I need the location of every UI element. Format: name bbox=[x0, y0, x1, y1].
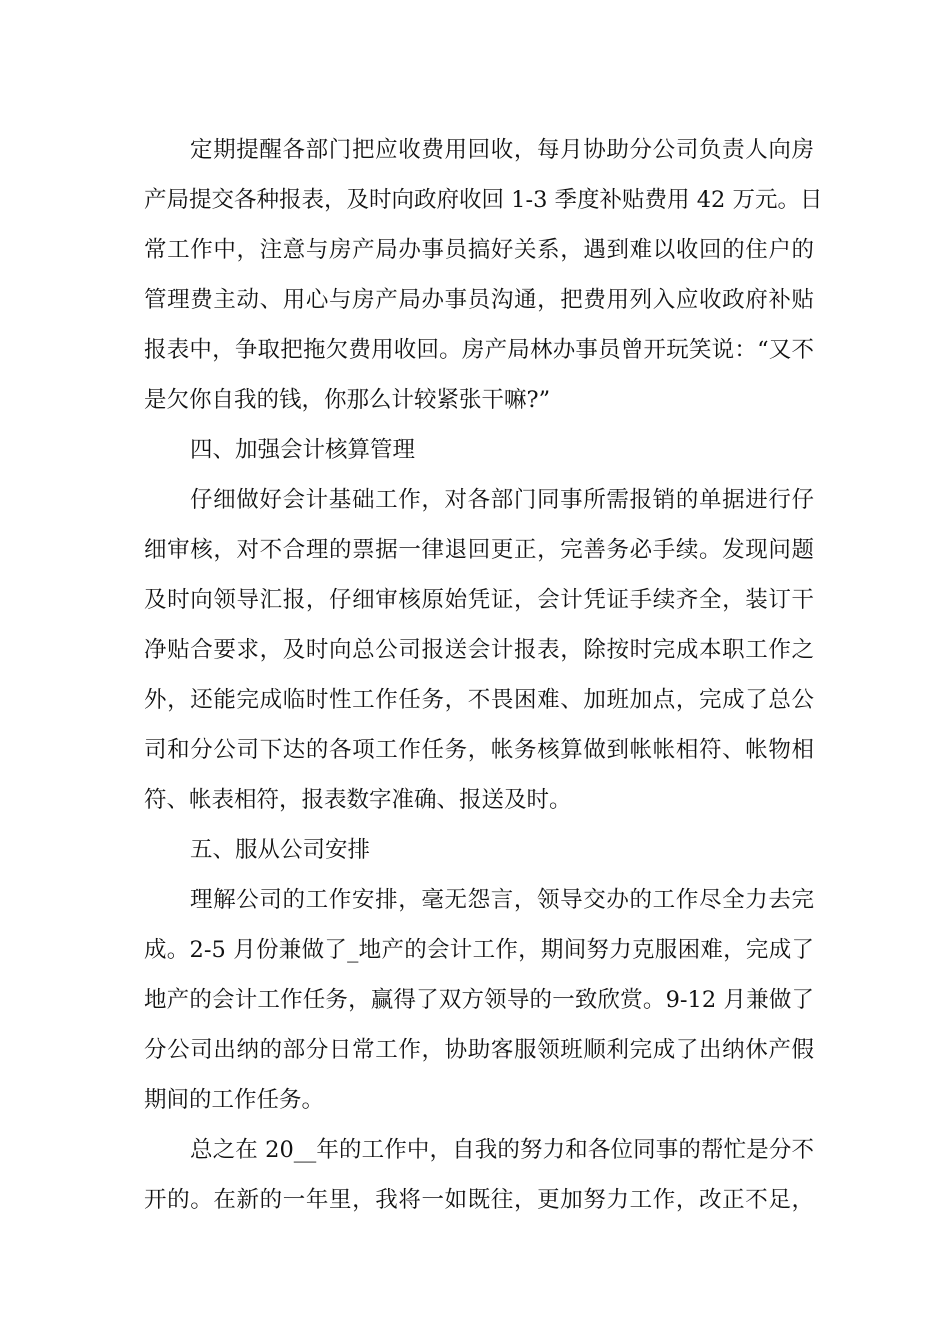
section-heading: 四、加强会计核算管理 bbox=[190, 437, 416, 463]
section-heading: 五、服从公司安排 bbox=[190, 837, 371, 863]
paragraph-line: 分公司出纳的部分日常工作，协助客服领班顺利完成了出纳休产假 bbox=[144, 1037, 814, 1063]
paragraph-line: 理解公司的工作安排，毫无怨言，领导交办的工作尽全力去完 bbox=[190, 887, 814, 913]
paragraph-line: 开的。在新的一年里，我将一如既往，更加努力工作，改正不足， bbox=[144, 1187, 814, 1213]
paragraph-line: 成。2-5 月份兼做了_地产的会计工作，期间努力克服困难，完成了 bbox=[144, 937, 814, 963]
paragraph-line: 地产的会计工作任务，赢得了双方领导的一致欣赏。9-12 月兼做了 bbox=[144, 987, 814, 1013]
paragraph-line: 司和分公司下达的各项工作任务，帐务核算做到帐帐相符、帐物相 bbox=[144, 737, 814, 763]
paragraph-line: 外，还能完成临时性工作任务，不畏困难、加班加点，完成了总公 bbox=[144, 687, 814, 713]
paragraph-line: 常工作中，注意与房产局办事员搞好关系，遇到难以收回的住户的 bbox=[144, 237, 814, 263]
paragraph-line: 产局提交各种报表，及时向政府收回 1-3 季度补贴费用 42 万元。日 bbox=[144, 187, 823, 213]
paragraph-line: 是欠你自我的钱，你那么计较紧张干嘛?” bbox=[144, 387, 551, 413]
paragraph-line: 管理费主动、用心与房产局办事员沟通，把费用列入应收政府补贴 bbox=[144, 287, 814, 313]
paragraph-line: 定期提醒各部门把应收费用回收，每月协助分公司负责人向房 bbox=[190, 137, 814, 163]
paragraph-line: 净贴合要求，及时向总公司报送会计报表，除按时完成本职工作之 bbox=[144, 637, 814, 663]
paragraph-line: 期间的工作任务。 bbox=[144, 1087, 325, 1113]
paragraph-line: 总之在 20__年的工作中，自我的努力和各位同事的帮忙是分不 bbox=[190, 1137, 814, 1163]
paragraph-line: 报表中，争取把拖欠费用收回。房产局林办事员曾开玩笑说：“又不 bbox=[144, 337, 814, 363]
paragraph-line: 符、帐表相符，报表数字准确、报送及时。 bbox=[144, 787, 572, 813]
paragraph-line: 细审核，对不合理的票据一律退回更正，完善务必手续。发现问题 bbox=[144, 537, 814, 563]
paragraph-line: 及时向领导汇报，仔细审核原始凭证，会计凭证手续齐全，装订干 bbox=[144, 587, 814, 613]
paragraph-line: 仔细做好会计基础工作，对各部门同事所需报销的单据进行仔 bbox=[190, 487, 814, 513]
